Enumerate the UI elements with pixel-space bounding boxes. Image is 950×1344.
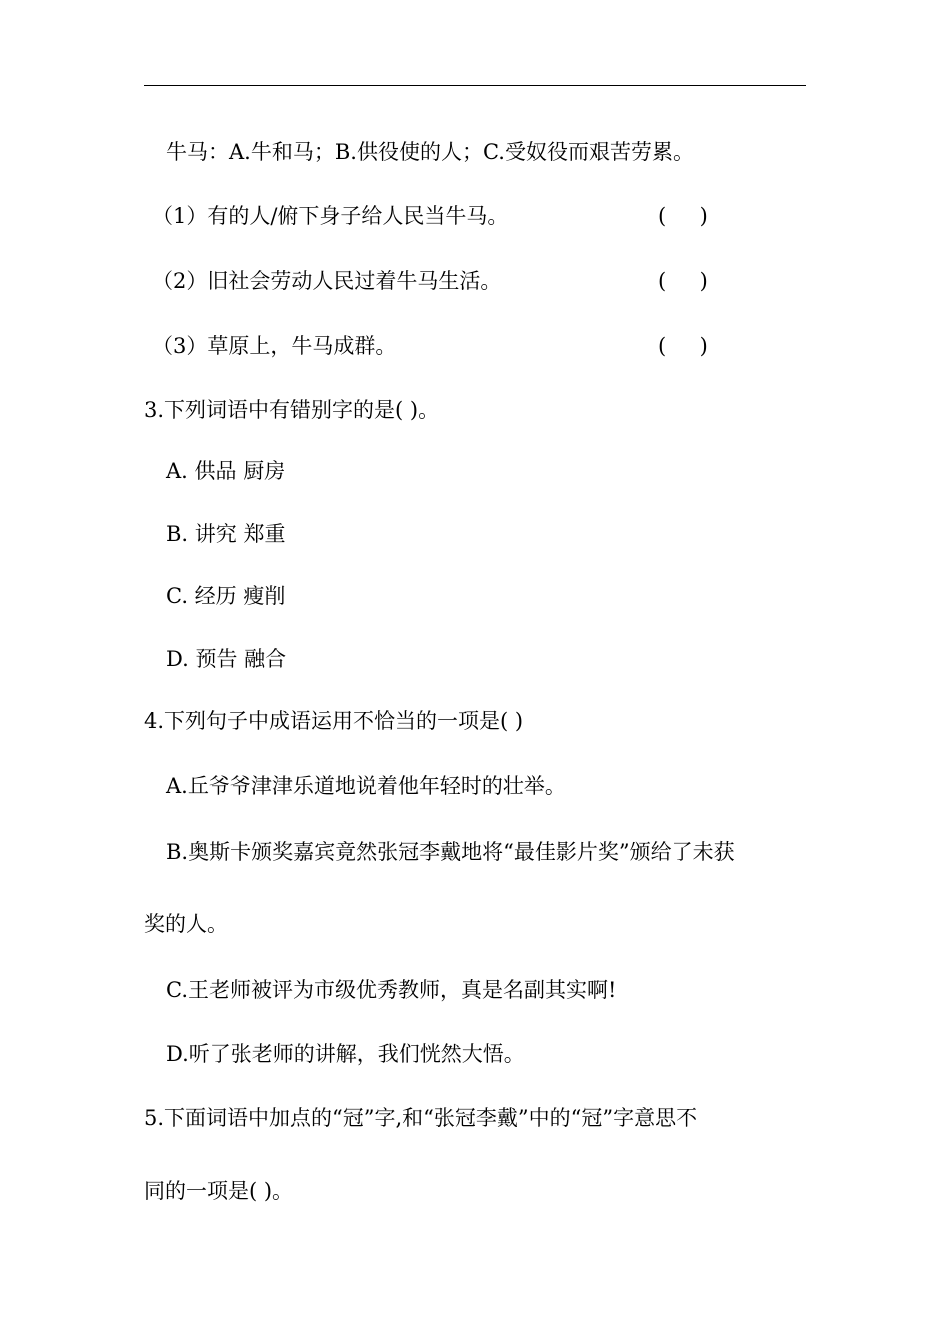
q3-option-c: C. 经历 瘦削 (166, 584, 286, 608)
q2-item-1-blank[interactable]: ( ) (658, 204, 708, 228)
q2-item-3-blank[interactable]: ( ) (658, 334, 708, 358)
q4-option-b-continued: 奖的人。 (144, 912, 228, 936)
q4-option-c: C.王老师被评为市级优秀教师，真是名副其实啊! (166, 978, 617, 1002)
header-rule (144, 85, 806, 86)
q3-option-a: A. 供品 厨房 (166, 459, 286, 483)
q3-option-d: D. 预告 融合 (166, 647, 287, 671)
q5-stem-line-1: 5.下面词语中加点的“冠”字,和“张冠李戴”中的“冠”字意思不 (144, 1106, 698, 1130)
q4-option-a: A.丘爷爷津津乐道地说着他年轻时的壮举。 (166, 774, 566, 798)
q3-option-b: B. 讲究 郑重 (166, 522, 286, 546)
definition-text: 牛马：A.牛和马；B.供役使的人；C.受奴役而艰苦劳累。 (166, 140, 694, 164)
q5-stem-line-2: 同的一项是( )。 (144, 1179, 294, 1203)
q4-stem: 4.下列句子中成语运用不恰当的一项是( ) (144, 709, 524, 733)
q4-option-d: D.听了张老师的讲解，我们恍然大悟。 (166, 1042, 525, 1066)
q2-item-3: （3）草原上，牛马成群。 (152, 334, 397, 358)
q2-item-2: （2）旧社会劳动人民过着牛马生活。 (152, 269, 502, 293)
q4-option-b: B.奥斯卡颁奖嘉宾竟然张冠李戴地将“最佳影片奖”颁给了未获 (166, 840, 735, 864)
q2-item-2-blank[interactable]: ( ) (658, 269, 708, 293)
q3-stem: 3.下列词语中有错别字的是( )。 (144, 398, 440, 422)
q2-item-1: （1）有的人/俯下身子给人民当牛马。 (152, 204, 509, 228)
